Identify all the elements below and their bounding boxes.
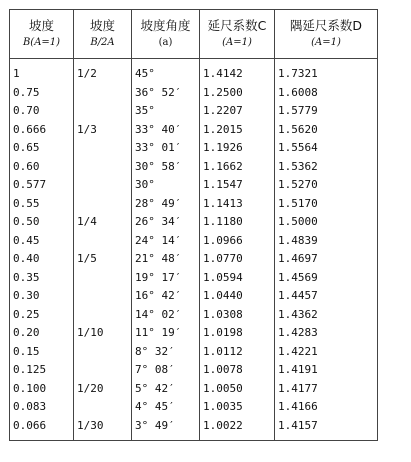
- cell-hip-extension-coefficient: 1.5362: [275, 158, 378, 177]
- cell-slope-fraction: [74, 287, 132, 306]
- cell-slope-angle: 19° 17′: [132, 269, 200, 288]
- cell-slope-ratio: 0.20: [10, 324, 74, 343]
- cell-slope-angle: 14° 02′: [132, 306, 200, 325]
- cell-slope-fraction: [74, 269, 132, 288]
- cell-slope-fraction: 1/20: [74, 380, 132, 399]
- cell-slope-angle: 36° 52′: [132, 84, 200, 103]
- table-body: [10, 59, 378, 441]
- cell-extension-coefficient: 1.1547: [200, 176, 275, 195]
- cell-slope-ratio: 0.25: [10, 306, 74, 325]
- cell-slope-fraction: [74, 232, 132, 251]
- cell-slope-ratio: 0.083: [10, 398, 74, 417]
- cell-slope-angle: 28° 49′: [132, 195, 200, 214]
- table-row: [10, 306, 378, 325]
- cell-slope-fraction: [74, 139, 132, 158]
- table-row: [10, 417, 378, 441]
- header-title: 隅延尺系数D: [289, 18, 363, 33]
- cell-slope-ratio: 0.100: [10, 380, 74, 399]
- header-subtitle: B(A=1): [22, 37, 61, 48]
- cell-extension-coefficient: 1.1662: [200, 158, 275, 177]
- table-row: [10, 158, 378, 177]
- cell-hip-extension-coefficient: 1.4697: [275, 250, 378, 269]
- cell-slope-fraction: 1/4: [74, 213, 132, 232]
- cell-hip-extension-coefficient: 1.4839: [275, 232, 378, 251]
- table-row: [10, 102, 378, 121]
- table-row: [10, 343, 378, 362]
- cell-slope-angle: 45°: [132, 59, 200, 84]
- table-row: [10, 59, 378, 84]
- cell-hip-extension-coefficient: 1.4221: [275, 343, 378, 362]
- cell-slope-fraction: [74, 102, 132, 121]
- table-row: [10, 176, 378, 195]
- header-subtitle: (A=1): [222, 37, 252, 48]
- cell-slope-angle: 11° 19′: [132, 324, 200, 343]
- cell-extension-coefficient: 1.2015: [200, 121, 275, 140]
- cell-extension-coefficient: 1.1926: [200, 139, 275, 158]
- table-row: [10, 232, 378, 251]
- cell-slope-angle: 5° 42′: [132, 380, 200, 399]
- table-row: [10, 250, 378, 269]
- cell-hip-extension-coefficient: 1.4362: [275, 306, 378, 325]
- header-slope-ratio: [10, 10, 74, 59]
- table-row: [10, 287, 378, 306]
- header-row: [10, 10, 378, 59]
- cell-extension-coefficient: 1.0112: [200, 343, 275, 362]
- header-hip-extension-coefficient: [275, 10, 378, 59]
- header-subtitle: (a): [158, 37, 173, 48]
- cell-hip-extension-coefficient: 1.5170: [275, 195, 378, 214]
- cell-slope-fraction: [74, 176, 132, 195]
- cell-extension-coefficient: 1.2500: [200, 84, 275, 103]
- cell-slope-ratio: 0.50: [10, 213, 74, 232]
- cell-slope-angle: 35°: [132, 102, 200, 121]
- cell-hip-extension-coefficient: 1.4157: [275, 417, 378, 441]
- cell-slope-ratio: 1: [10, 59, 74, 84]
- cell-slope-fraction: [74, 361, 132, 380]
- cell-hip-extension-coefficient: 1.5564: [275, 139, 378, 158]
- header-title: 延尺系数C: [207, 18, 267, 33]
- cell-slope-ratio: 0.30: [10, 287, 74, 306]
- header-extension-coefficient: [200, 10, 275, 59]
- cell-hip-extension-coefficient: 1.6008: [275, 84, 378, 103]
- cell-slope-ratio: 0.65: [10, 139, 74, 158]
- cell-slope-ratio: 0.577: [10, 176, 74, 195]
- table-row: [10, 380, 378, 399]
- cell-hip-extension-coefficient: 1.5620: [275, 121, 378, 140]
- cell-slope-fraction: [74, 398, 132, 417]
- table-header: [10, 10, 378, 59]
- slope-coefficient-table: [9, 9, 378, 441]
- header-slope-angle: [132, 10, 200, 59]
- header-subtitle: B/2A: [90, 37, 115, 48]
- cell-extension-coefficient: 1.0022: [200, 417, 275, 441]
- cell-slope-angle: 3° 49′: [132, 417, 200, 441]
- table-row: [10, 324, 378, 343]
- cell-slope-angle: 8° 32′: [132, 343, 200, 362]
- cell-extension-coefficient: 1.2207: [200, 102, 275, 121]
- table-row: [10, 139, 378, 158]
- cell-slope-angle: 30° 58′: [132, 158, 200, 177]
- cell-extension-coefficient: 1.0078: [200, 361, 275, 380]
- header-title: 坡度: [28, 18, 54, 33]
- table-row: [10, 398, 378, 417]
- cell-slope-angle: 7° 08′: [132, 361, 200, 380]
- cell-extension-coefficient: 1.0594: [200, 269, 275, 288]
- table-row: [10, 361, 378, 380]
- cell-extension-coefficient: 1.0198: [200, 324, 275, 343]
- cell-extension-coefficient: 1.4142: [200, 59, 275, 84]
- cell-hip-extension-coefficient: 1.4177: [275, 380, 378, 399]
- cell-hip-extension-coefficient: 1.5779: [275, 102, 378, 121]
- cell-extension-coefficient: 1.1413: [200, 195, 275, 214]
- cell-slope-angle: 26° 34′: [132, 213, 200, 232]
- cell-hip-extension-coefficient: 1.4569: [275, 269, 378, 288]
- cell-slope-ratio: 0.70: [10, 102, 74, 121]
- cell-extension-coefficient: 1.0966: [200, 232, 275, 251]
- cell-extension-coefficient: 1.0050: [200, 380, 275, 399]
- cell-extension-coefficient: 1.0440: [200, 287, 275, 306]
- header-slope-fraction: [74, 10, 132, 59]
- cell-extension-coefficient: 1.0308: [200, 306, 275, 325]
- header-title: 坡度角度: [140, 18, 191, 33]
- cell-slope-ratio: 0.55: [10, 195, 74, 214]
- cell-slope-fraction: 1/3: [74, 121, 132, 140]
- cell-slope-angle: 33° 40′: [132, 121, 200, 140]
- cell-slope-fraction: 1/10: [74, 324, 132, 343]
- cell-slope-angle: 33° 01′: [132, 139, 200, 158]
- cell-slope-ratio: 0.666: [10, 121, 74, 140]
- cell-slope-ratio: 0.15: [10, 343, 74, 362]
- cell-slope-fraction: [74, 195, 132, 214]
- table-row: [10, 269, 378, 288]
- cell-hip-extension-coefficient: 1.5000: [275, 213, 378, 232]
- cell-slope-fraction: 1/30: [74, 417, 132, 441]
- cell-slope-ratio: 0.066: [10, 417, 74, 441]
- cell-hip-extension-coefficient: 1.4457: [275, 287, 378, 306]
- cell-extension-coefficient: 1.0770: [200, 250, 275, 269]
- slope-coefficient-table-wrap: [9, 9, 378, 441]
- cell-hip-extension-coefficient: 1.4166: [275, 398, 378, 417]
- cell-slope-ratio: 0.75: [10, 84, 74, 103]
- cell-slope-angle: 4° 45′: [132, 398, 200, 417]
- table-row: [10, 195, 378, 214]
- cell-hip-extension-coefficient: 1.5270: [275, 176, 378, 195]
- cell-slope-ratio: 0.60: [10, 158, 74, 177]
- cell-slope-ratio: 0.45: [10, 232, 74, 251]
- header-subtitle: (A=1): [311, 37, 341, 48]
- cell-slope-fraction: [74, 343, 132, 362]
- cell-slope-fraction: 1/5: [74, 250, 132, 269]
- cell-hip-extension-coefficient: 1.7321: [275, 59, 378, 84]
- cell-slope-angle: 21° 48′: [132, 250, 200, 269]
- table-row: [10, 84, 378, 103]
- cell-slope-ratio: 0.40: [10, 250, 74, 269]
- cell-slope-angle: 24° 14′: [132, 232, 200, 251]
- cell-extension-coefficient: 1.0035: [200, 398, 275, 417]
- cell-hip-extension-coefficient: 1.4283: [275, 324, 378, 343]
- cell-slope-fraction: [74, 158, 132, 177]
- cell-hip-extension-coefficient: 1.4191: [275, 361, 378, 380]
- cell-slope-angle: 16° 42′: [132, 287, 200, 306]
- cell-slope-angle: 30°: [132, 176, 200, 195]
- cell-slope-fraction: 1/2: [74, 59, 132, 84]
- cell-slope-fraction: [74, 306, 132, 325]
- table-row: [10, 213, 378, 232]
- cell-slope-ratio: 0.125: [10, 361, 74, 380]
- cell-extension-coefficient: 1.1180: [200, 213, 275, 232]
- table-row: [10, 121, 378, 140]
- header-title: 坡度: [89, 18, 115, 33]
- cell-slope-fraction: [74, 84, 132, 103]
- cell-slope-ratio: 0.35: [10, 269, 74, 288]
